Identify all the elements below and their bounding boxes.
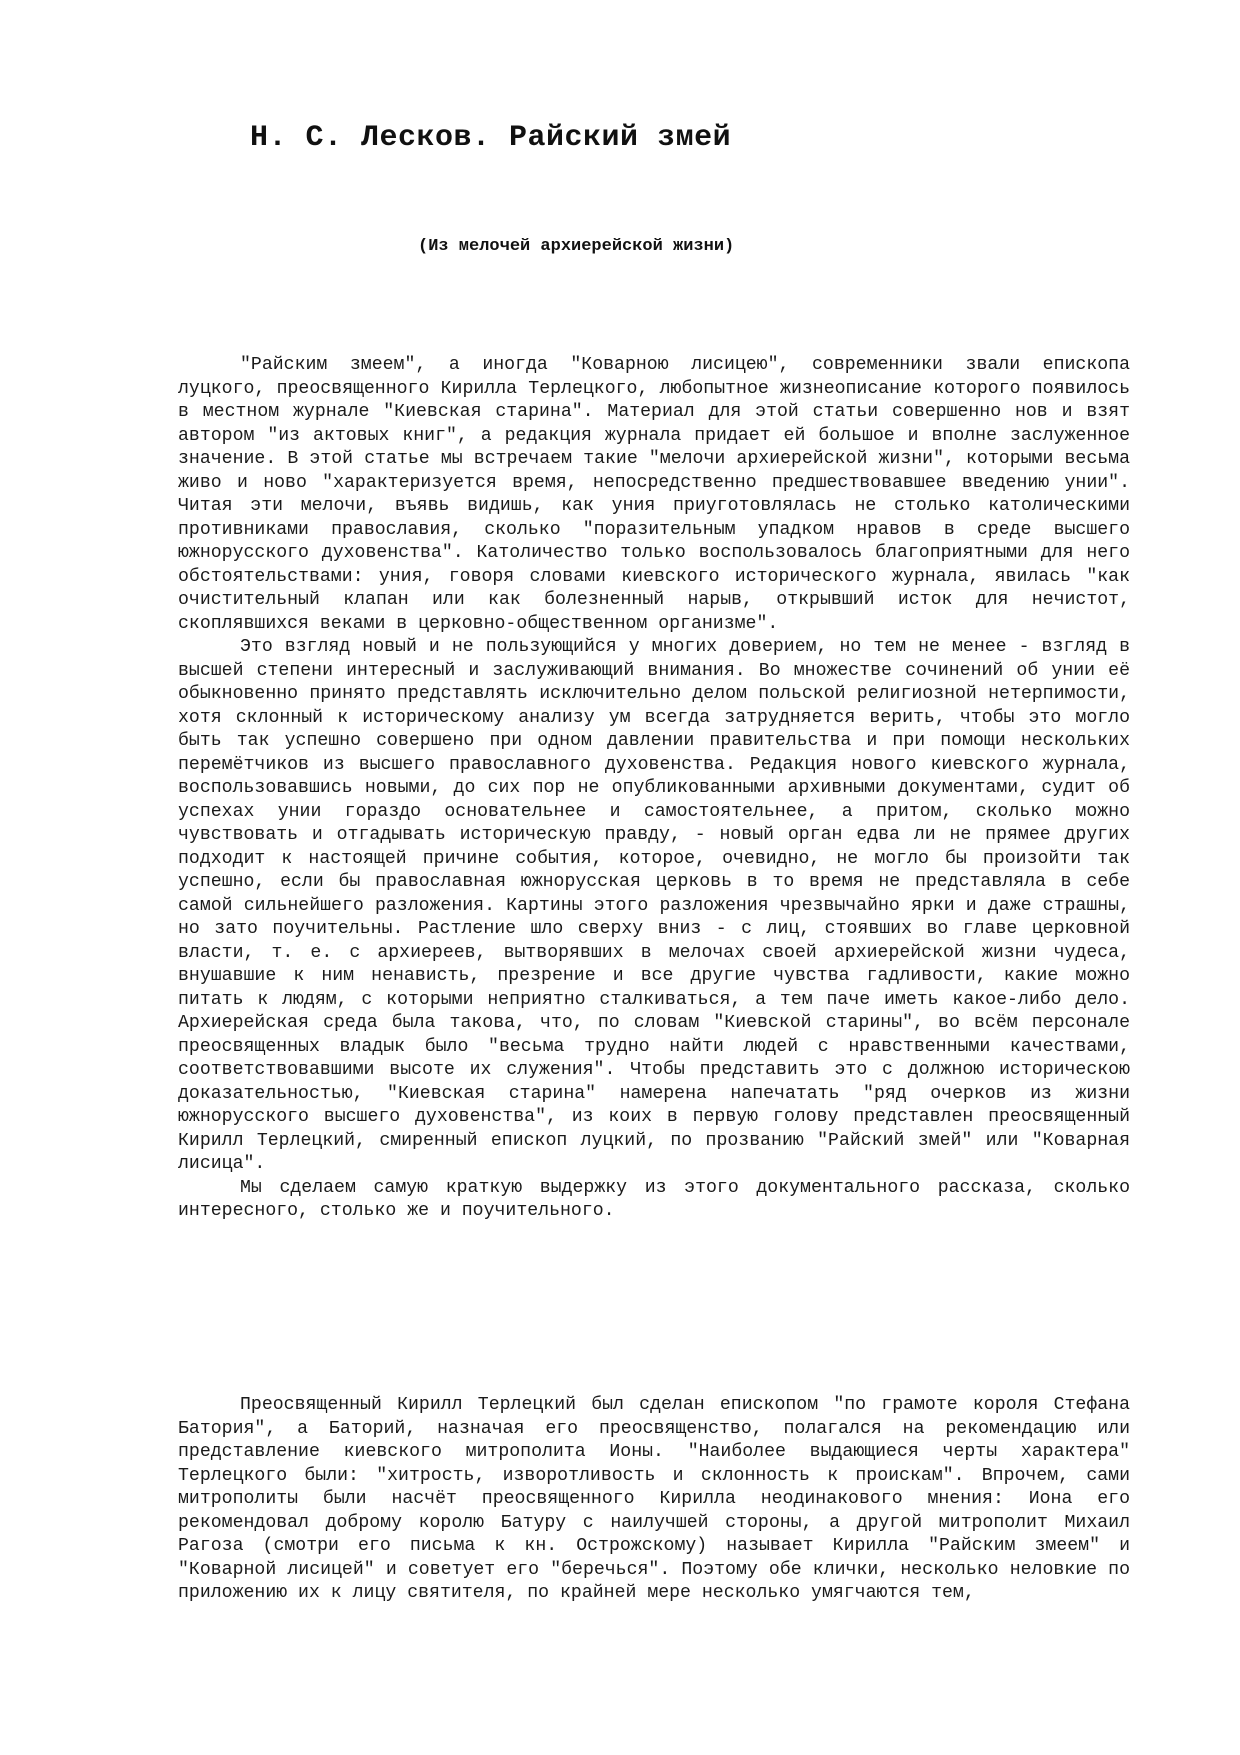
paragraph: Мы сделаем самую краткую выдержку из этого документального рассказа, сколько интересного, столько же и поучительного.	[178, 1177, 1130, 1221]
page-subtitle: (Из мелочей архиерейской жизни)	[418, 237, 735, 256]
page-title: Н. С. Лесков. Райский змей	[250, 121, 732, 155]
paragraph: Преосвященный Кирилл Терлецкий был сделан епископом "по грамоте короля Стефана Батория", а Баторий, назначая его преосвященство, полагался на рекомендацию или представление киевского митрополита Ионы. "Наиболее выдающиеся черты характера" Терлецкого были: "хитрость, изворотливость и склонность к проискам". Впрочем, сами митрополиты были насчёт преосвященного Кирилла неодинакового мнения: Иона его рекомендовал доброму королю Батуру с наилучшей стороны, а другой митрополит Михаил Рагоза (смотри его письма к кн. Острожскому) называет Кирилла "Райским змеем" и "Коварной лисицей" и советует его "беречься". Поэтому обе клички, несколько неловкие по приложению их к лицу святителя, по крайней мере несколько умягчаются тем,	[178, 1395, 1130, 1603]
text-block-intro	[178, 354, 1130, 1224]
paragraph: "Райским змеем", а иногда "Коварною лисицею", современники звали епископа луцкого, преосвященного Кирилла Терлецкого, любопытное жизнеописание которого появилось в местном журнале "Киевская старина". Материал для этой статьи совершенно нов и взят автором "из актовых книг", а редакция журнала придает ей большое и вполне заслуженное значение. В этой статье мы встречаем такие "мелочи архиерейской жизни", которыми весьма живо и ново "характеризуется время, непосредственно предшествовавшее введению унии". Читая эти мелочи, въявь видишь, как уния приуготовлялась не столько католическими противниками православия, сколько "поразительным упадком нравов в среде высшего южнорусского духовенства". Католичество только воспользовалось благоприятными для него обстоятельствами: уния, говоря словами киевского исторического журнала, явилась "как очистительный клапан или как болезненный нарыв, открывший исток для нечистот, скоплявшихся веками в церковно-общественном организме".	[178, 355, 1130, 634]
paragraph: Это взгляд новый и не пользующийся у многих доверием, но тем не менее - взгляд в высшей степени интересный и заслуживающий внимания. Во множестве сочинений об унии её обыкновенно принято представлять исключительно делом польской религиозной нетерпимости, хотя склонный к историческому анализу ум всегда затрудняется верить, чтобы это могло быть так успешно совершено при одном давлении правительства и при помощи нескольких перемётчиков из высшего православного духовенства. Редакция нового киевского журнала, воспользовавшись новыми, до сих пор не опубликованными архивными документами, судит об успехах унии гораздо основательнее и самостоятельнее, а притом, сколько можно чувствовать и отгадывать историческую правду, - новый орган едва ли не прямее других подходит к настоящей причине события, которое, очевидно, не могло бы произойти так успешно, если бы православная южнорусская церковь в то время не представляла в себе самой сильнейшего разложения. Картины этого разложения чрезвычайно ярки и даже страшны, но зато поучительны. Растление шло сверху вниз - с лиц, стоявших во главе церковной власти, т. е. с архиереев, вытворявших в мелочах своей архиерейской жизни чудеса, внушавшие к ним ненависть, презрение и все другие чувства гадливости, какие можно питать к людям, с которыми неприятно сталкиваться, а тем паче иметь какое-либо дело. Архиерейская среда была такова, что, по словам "Киевской старины", во всём персонале преосвященных владык было "весьма трудно найти людей с нравственными качествами, соответствовавшими высоте их служения". Чтобы представить это с должною историческою доказательностью, "Киевская старина" намерена напечатать "ряд очерков из жизни южнорусского высшего духовенства", из коих в первую голову представлен преосвященный Кирилл Терлецкий, смиренный епископ луцкий, по прозванию "Райский змей" или "Коварная лисица".	[178, 637, 1130, 1174]
text-block-narrative	[178, 1394, 1130, 1606]
